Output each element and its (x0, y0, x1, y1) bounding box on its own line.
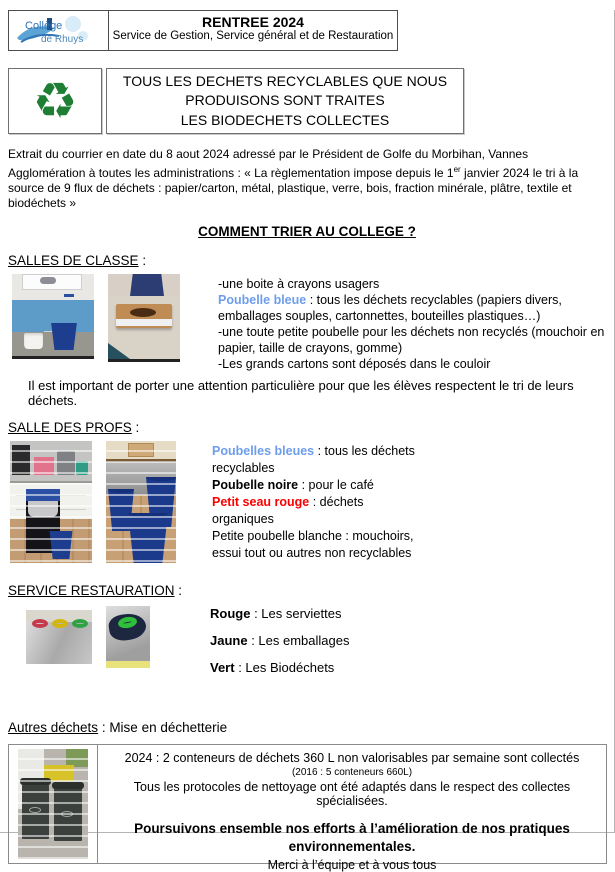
photo-three-blue-bins (106, 441, 176, 563)
white-cup (24, 333, 43, 349)
footer-line-3: Tous les protocoles de nettoyage ont été adaptés dans le respect des collectes spécialisées. (133, 780, 571, 808)
drawer-line (16, 509, 86, 510)
footer-text-cell (98, 745, 606, 872)
photo-sorting-rings (26, 610, 92, 664)
black-bin-blue-lid (26, 497, 60, 553)
blue-bucket-front (128, 513, 168, 563)
restauration-row (26, 606, 614, 687)
section-heading-restauration (8, 583, 614, 598)
wheelie-bin-right (54, 787, 82, 841)
section-heading-classrooms (8, 253, 614, 268)
restauration-heading-suffix: : (174, 583, 183, 598)
footer-line-5: Merci à l’équipe et à vous tous (267, 858, 437, 872)
classrooms-row (12, 274, 614, 372)
staffroom-item-4: Petite poubelle blanche : mouchoirs, essui tout ou autres non recyclables (212, 529, 414, 560)
photo-wheelie-bins (18, 749, 88, 859)
header-title-cell (109, 11, 397, 50)
header-table (8, 10, 398, 51)
box-opening (130, 308, 156, 317)
white-wall (18, 749, 44, 809)
blue-lid (26, 489, 60, 501)
recycle-banner (8, 68, 614, 134)
yellow-edge (106, 661, 150, 668)
blue-bins-description: : tous les déchets recyclables (212, 444, 415, 475)
yellow-label: Jaune (210, 633, 248, 648)
classrooms-item-4: -Les grands cartons sont déposés dans le couloir (218, 357, 491, 371)
blue-bin-label: Poubelle bleue (218, 293, 307, 307)
green-cup (76, 461, 88, 475)
staffroom-heading-text: SALLE DES PROFS (8, 420, 132, 435)
restauration-line-green (210, 660, 349, 675)
drawer-line (16, 495, 86, 496)
bin-logo (61, 811, 73, 817)
staffroom-item-1 (212, 443, 417, 477)
main-heading-text: COMMENT TRIER AU COLLEGE ? (198, 224, 416, 239)
red-ring (32, 619, 48, 628)
footer-summary-box (8, 744, 607, 872)
yellow-description: : Les emballages (247, 633, 350, 648)
staffroom-row (10, 441, 614, 563)
document-subtitle: Service de Gestion, Service général et de Restauration (112, 30, 394, 42)
classrooms-item-1: -une boite à crayons usagers (218, 277, 380, 291)
blue-bucket (48, 531, 74, 559)
wheelie-bin-left (22, 783, 49, 839)
blue-marker (64, 294, 74, 297)
footer-line-1: 2024 : 2 conteneurs de déchets 360 L non valorisables par semaine sont collectés (124, 751, 580, 765)
logo-text-line1: Collège (24, 19, 62, 32)
red-pail-description: : déchets organiques (212, 495, 364, 526)
intro-part1: Extrait du courrier en date du 8 aout 2024 adressé par le Président de Golfe du Morbihan, Vannes Agglomération à toutes les administrations : « La règlementation impose depuis le 1 (8, 147, 529, 180)
box-white-band (116, 319, 172, 326)
pencil-sharpener (40, 277, 56, 284)
blue-bucket-left (108, 489, 134, 531)
banner-line-1: TOUS LES DECHETS RECYCLABLES QUE NOUS (122, 72, 448, 89)
red-pail-label: Petit seau rouge (212, 495, 310, 509)
green-ring (72, 619, 88, 628)
document-page (0, 10, 615, 872)
blue-bucket-right (146, 477, 176, 527)
blue-bins-label: Poubelles bleues (212, 444, 315, 458)
classrooms-item-3: -une toute petite poubelle pour les déchets non recyclés (mouchoir en papier, taille de crayons, gomme) (218, 325, 605, 355)
banner-message-box (106, 68, 464, 134)
restauration-text (210, 606, 349, 687)
white-cabinet (10, 481, 92, 519)
photo-classroom-wall-bins (12, 274, 94, 359)
banner-line-3: LES BIODECHETS COLLECTES (180, 111, 390, 128)
wooden-pencil-box (116, 304, 172, 328)
other-waste-text: : Mise en déchetterie (98, 720, 228, 735)
yellow-bins-behind (44, 765, 74, 781)
classrooms-item-2 (218, 292, 614, 324)
recycle-icon-box (8, 68, 102, 134)
photo-pencil-box (108, 274, 180, 362)
classrooms-note: Il est important de porter une attention particulière pour que les élèves respectent le tri de leurs déchets. (28, 378, 574, 408)
green-description: : Les Biodéchets (234, 660, 335, 675)
other-waste-line (8, 720, 614, 735)
tissue-box (128, 443, 154, 457)
classrooms-text (218, 276, 614, 372)
school-logo (9, 11, 109, 50)
gray-bin (57, 451, 75, 475)
plastic-liner (28, 501, 58, 517)
footer-photo-cell (9, 745, 98, 863)
floor-area (12, 332, 94, 356)
document-title: RENTREE 2024 (202, 14, 304, 30)
black-bin-description: : pour le café (298, 478, 374, 492)
restauration-line-red (210, 606, 349, 621)
section-heading-staffroom (8, 420, 614, 435)
restauration-line-yellow (210, 633, 349, 648)
other-waste-heading: Autres déchets (8, 720, 99, 735)
photo-staffroom-counter (10, 441, 92, 563)
staffroom-text (212, 443, 417, 563)
yellow-ring (52, 619, 68, 628)
footer-line-4: Poursuivons ensemble nos efforts à l’amélioration de nos pratiques environnementales. (134, 821, 570, 854)
metal-counter-front (106, 459, 176, 495)
banner-line-2: PRODUISONS SONT TRAITES (185, 92, 385, 109)
staffroom-item-2 (212, 477, 417, 494)
college-de-rhuys-logo-icon (11, 12, 107, 50)
restauration-heading-text: SERVICE RESTAURATION (8, 583, 175, 598)
counter-top (10, 441, 92, 481)
classrooms-heading-text: SALLES DE CLASSE (8, 253, 139, 268)
pink-container (34, 457, 54, 475)
green-label: Vert (210, 660, 235, 675)
classrooms-heading-suffix: : (138, 253, 147, 268)
wood-floor (106, 495, 176, 563)
blue-bin-top (130, 274, 164, 296)
bin-logo (29, 807, 41, 813)
intro-superscript: er (453, 165, 461, 174)
foliage (66, 749, 88, 767)
blue-bin-description: : tous les déchets recyclables (papiers divers, emballages souples, cartonnettes, bouteilles plastiques…) (218, 293, 562, 323)
logo-text-line2: de Rhuys (40, 33, 83, 45)
staffroom-heading-suffix: : (131, 420, 140, 435)
red-label: Rouge (210, 606, 251, 621)
intro-part2: janvier 2024 le tri à la source de 9 flux de déchets : papier/carton, métal, plastique, verre, bois, fraction minérale, plâtre, textile et biodéchets » (8, 166, 579, 210)
staffroom-item-3 (212, 494, 417, 528)
red-description: : Les serviettes (250, 606, 342, 621)
recycle-icon: ♻ (32, 73, 78, 129)
intro-paragraph (8, 147, 606, 211)
wood-floor (10, 519, 92, 563)
black-bin-label: Poubelle noire (212, 478, 299, 492)
blue-bin (50, 323, 78, 350)
coffee-machine (12, 445, 30, 475)
footer-line-2: (2016 : 5 conteneurs 660L) (291, 767, 413, 778)
photo-green-ring-lid (106, 606, 150, 668)
main-heading (0, 224, 614, 239)
